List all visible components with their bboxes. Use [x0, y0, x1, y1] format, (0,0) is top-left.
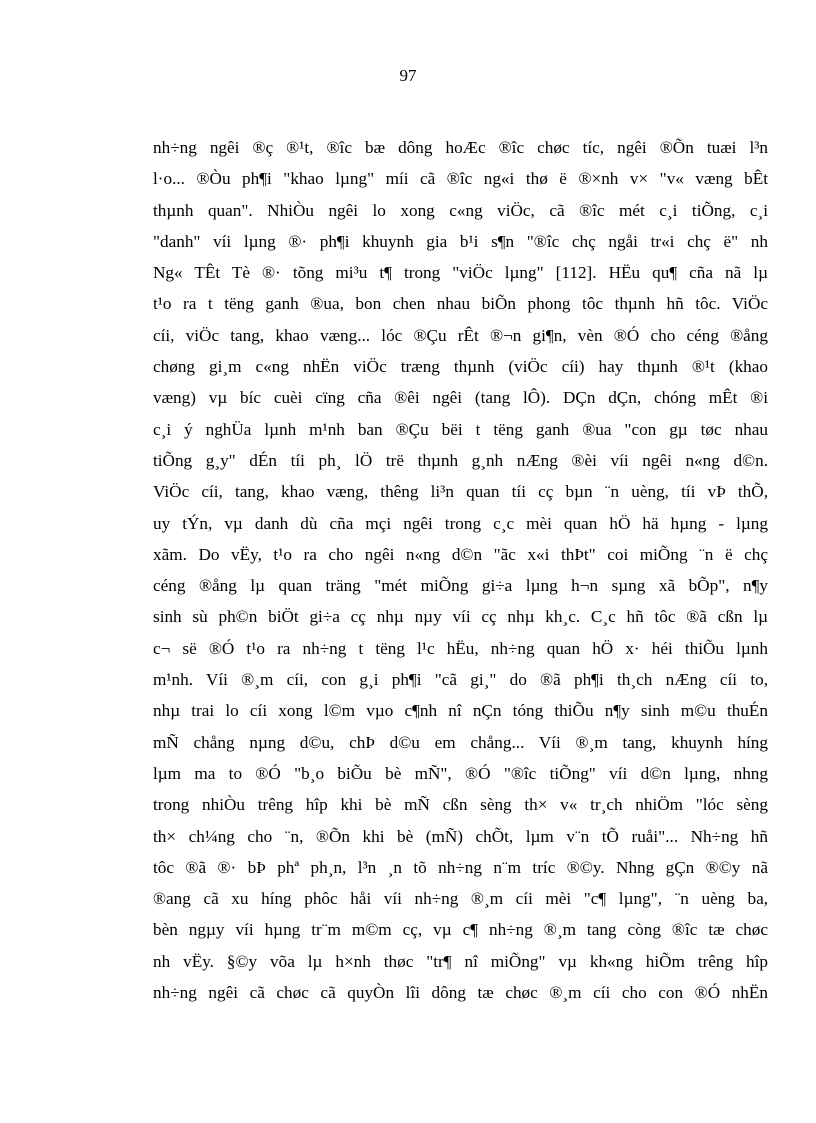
body-text: [153, 132, 768, 1008]
text-line: uy tÝn, vµ danh dù cña mçi ngêi trong c¸c mèi quan hÖ hä hµng - lµng: [153, 513, 768, 533]
text-line: "danh" víi lµng ®· ph¶i khuynh gia b¹i s¶n "®îc chç ngåi tr«i chç ë" nh: [153, 231, 768, 251]
text-line: bèn ngµy víi hµng tr¨m m©m cç, vµ c¶ nh÷ng ®¸m tang còng ®îc tæ chøc: [153, 920, 768, 940]
text-line: th× ch¼ng cho ¨n, ®Õn khi bè (mÑ) chÕt, lµm v¨n tÕ ruåi"... Nh÷ng hñ: [153, 826, 768, 846]
text-line: t¹o ra t tëng ganh ®ua, bon chen nhau biÕn phong tôc thµnh hñ tôc. ViÖc: [153, 294, 768, 314]
text-line: m¹nh. Víi ®¸m cíi, con g¸i ph¶i "cã gi¸" do ®ã ph¶i th¸ch nÆng cíi to,: [153, 670, 768, 690]
text-line: céng ®ång lµ quan träng "mét miÕng gi÷a lµng h¬n sµng xã bÕp", n¶y: [153, 576, 768, 596]
text-line: nhµ trai lo cíi xong l©m vµo c¶nh nî nÇn tóng thiÕu n¶y sinh m©u thuÉn: [153, 701, 768, 721]
page-number: 97: [399, 66, 417, 85]
text-line: xãm. Do vËy, t¹o ra cho ngêi n«ng d©n "ãc x«i thÞt" coi miÕng ¨n ë chç: [153, 544, 768, 564]
text-line: c¬ së ®Ó t¹o ra nh÷ng t tëng l¹c hËu, nh÷ng quan hÖ x· héi thiÕu lµnh: [153, 638, 768, 658]
text-line: mÑ chång nµng d©u, chÞ d©u em chång... Víi ®¸m tang, khuynh híng: [153, 732, 768, 752]
text-line: cíi, viÖc tang, khao væng... lóc ®Çu rÊt ®¬n gi¶n, vèn ®Ó cho céng ®ång: [153, 325, 768, 345]
text-line: nh÷ng ngêi cã chøc cã quyÒn lîi dông tæ chøc ®¸m cíi cho con ®Ó nhËn: [153, 983, 768, 1003]
text-line: nh÷ng ngêi ®ç ®¹t, ®îc bæ dông hoÆc ®îc chøc tíc, ngêi ®Õn tuæi l³n: [153, 138, 768, 157]
text-line: l·o... ®Òu ph¶i "khao lµng" míi cã ®îc ng«i thø ë ®×nh v× "v« væng bÊt: [153, 169, 768, 189]
text-line: chøng gi¸m c«ng nhËn viÖc træng thµnh (viÖc cíi) hay thµnh ®¹t (khao: [153, 357, 768, 377]
text-line: tôc ®ã ®· bÞ phª ph¸n, l³n ¸n tõ nh÷ng n¨m tríc ®©y. Nhng gÇn ®©y nã: [153, 857, 768, 877]
text-line: Ng« TÊt Tè ®· tõng mi³u t¶ trong "viÖc lµng" [112]. HËu qu¶ cña nã lµ: [153, 263, 768, 283]
text-line: tiÕng g¸y" dÉn tíi ph¸ lÖ trë thµnh g¸nh nÆng ®èi víi ngêi n«ng d©n.: [153, 450, 768, 470]
text-line: c¸i ý nghÜa lµnh m¹nh ban ®Çu bëi t tëng ganh ®ua "con gµ tøc nhau: [153, 419, 768, 439]
text-line: trong nhiÒu trêng hîp khi bè mÑ cßn sèng th× v« tr¸ch nhiÖm "lóc sèng: [153, 795, 768, 815]
text-line: ®ang cã xu híng phôc håi víi nh÷ng ®¸m cíi mèi "c¶ lµng", ¨n uèng ba,: [153, 889, 768, 909]
text-line: sinh sù ph©n biÖt gi÷a cç nhµ nµy víi cç nhµ kh¸c. C¸c hñ tôc ®ã cßn lµ: [153, 607, 768, 627]
text-line: væng) vµ bíc cuèi cïng cña ®êi ngêi (tang lÔ). DÇn dÇn, chóng mÊt ®i: [153, 388, 768, 408]
text-line: ViÖc cíi, tang, khao væng, thêng li³n quan tíi cç bµn ¨n uèng, tíi vÞ thÕ,: [153, 482, 768, 502]
text-line: nh vËy. §©y võa lµ h×nh thøc "tr¶ nî miÕng" vµ kh«ng hiÕm trêng hîp: [153, 951, 768, 971]
text-line: thµnh quan". NhiÒu ngêi lo xong c«ng viÖc, cã ®îc mét c¸i tiÕng, c¸i: [153, 200, 768, 220]
text-line: lµm ma to ®Ó "b¸o biÕu bè mÑ", ®Ó "®îc tiÕng" víi d©n lµng, nhng: [153, 763, 768, 783]
